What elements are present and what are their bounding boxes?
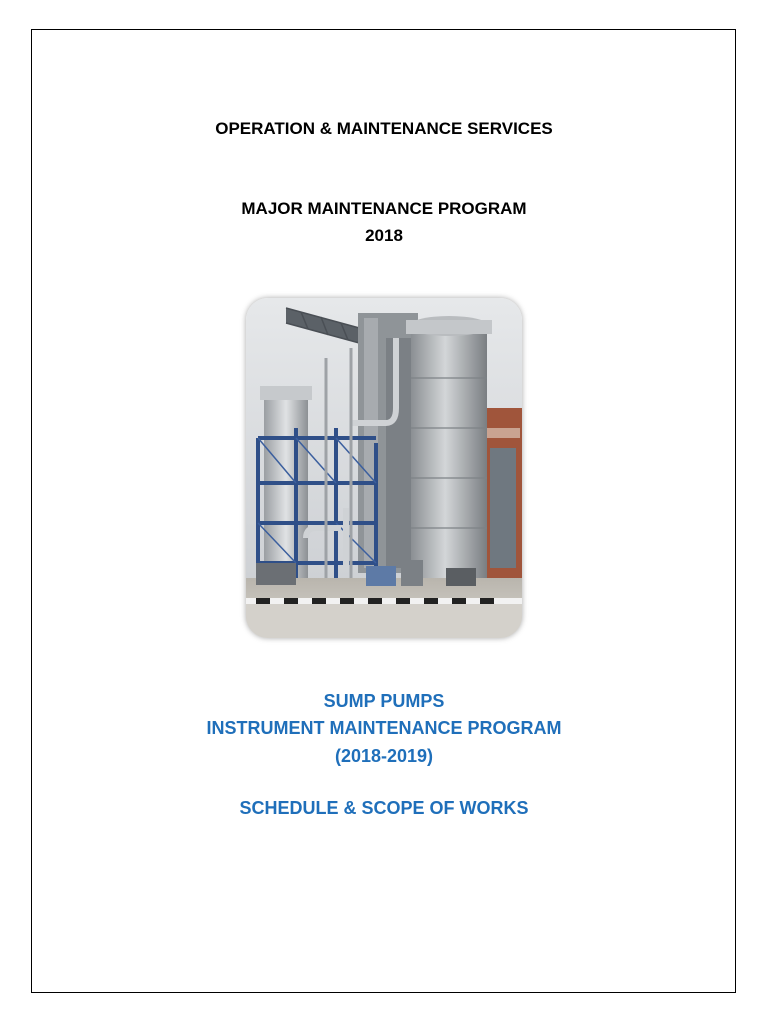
title-line-4: SCHEDULE & SCOPE OF WORKS <box>239 798 529 818</box>
title-line-1: SUMP PUMPS <box>323 691 445 711</box>
header-line-2: MAJOR MAINTENANCE PROGRAM <box>241 199 527 218</box>
title-line-2: INSTRUMENT MAINTENANCE PROGRAM <box>206 718 562 738</box>
cover-photo <box>246 298 522 638</box>
title-line-3: (2018-2019) <box>334 746 434 766</box>
power-plant-illustration <box>246 298 522 638</box>
header-line-3: 2018 <box>365 226 403 245</box>
header-line-1: OPERATION & MAINTENANCE SERVICES <box>215 119 553 138</box>
